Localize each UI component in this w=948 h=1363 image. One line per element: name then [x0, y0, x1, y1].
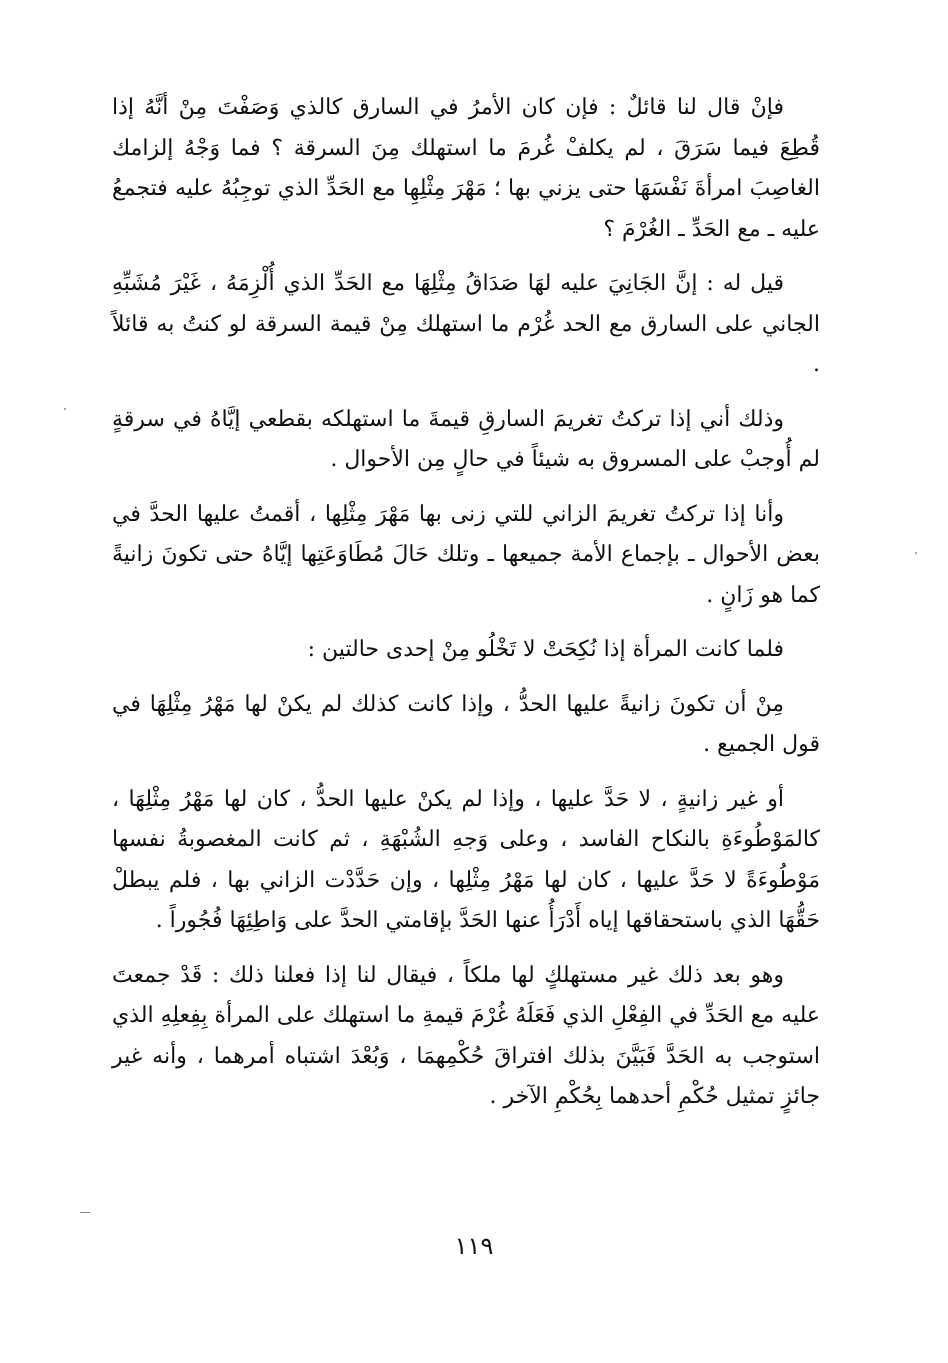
paragraph-1: فإنْ قال لنا قائلٌ : فإن كان الأمرُ في السارق كالذي وَصَفْتَ مِنْ أنَّهُ إذا قُطِعَ فيما سَرَقَ ، لم يكلفْ غُرمَ ما استهلك مِنَ السرقة ؟ فما وَجْهُ إلزامك الغاصِبَ امرأةَ نَفْسَهَا حتى يزني بها ؛ مَهْرَ مِثْلِهِا مع الحَدِّ الذي توجِبُهُ عليه فتجمعُ عليه ـ مع الحَدِّ ـ الغُرْمَ ؟	[112, 95, 820, 242]
paragraph-5: فلما كانت المرأة إذا نُكِحَتْ لا تَخْلُو مِنْ إحدى حالتين :	[307, 637, 784, 662]
paragraph-3: وذلك أني إذا تركتُ تغريمَ السارقِ قيمةَ ما استهلكه بقطعي إيَّاهُ في سرقةٍ لم أُوجبْ على المسروق به شيئاً في حالٍ مِن الأحوال .	[112, 406, 820, 472]
body-text	[112, 88, 820, 1132]
paragraph-7: أو غير زانيةٍ ، لا حَدَّ عليها ، وإذا لم يكنْ عليها الحدُّ ، كان لها مَهْرُ مِثْلِهَا ، كالمَوْطُوءَةِ بالنكاح الفاسد ، وعلى وَجهِ الشُبْهَةِ ، ثم كانت المغصوبةُ نفسها مَوْطُوءَةً لا حَدَّ عليها ، كان لها مَهْرُ مِثْلِها ، وإن حَدَّدْت الزاني بها ، فلم يبطلْ حَقُّهَا الذي باستحقاقها إياه أَدْرَأُ عنها الحَدَّ بإقامتي الحدَّ على وَاطِئِهَا فُجُوراً .	[112, 786, 820, 933]
paragraph-8: وهو بعد ذلك غير مستهلكٍ لها ملكاً ، فيقال لنا إذا فعلنا ذلك : قَدْ جمعتَ عليه مع الحَدِّ في الفِعْلِ الذي فَعَلَهُ غُرْمَ قيمةِ ما استهلك على المرأة بِفِعلِهِ الذي استوجب به الحَدَّ فَبَيَّنَ بذلك افتراقَ حُكْمِهمَا ، وَبُعْدَ اشتباه أمرهما ، وأنه غير جائزٍ تمثيل حُكْمِ أحدهما بِحُكْمِ الآخر .	[112, 962, 820, 1109]
scan-speck	[915, 552, 917, 554]
paragraph-4: وأنا إذا تركتُ تغريمَ الزاني للتي زنى بها مَهْرَ مِثْلِها ، أقمتُ عليها الحدَّ في بعض الأحوال ـ بإجماع الأمة جميعها ـ وتلك حَالَ مُطَاوَعَتِها إيَّاهُ حتى تكونَ زانيةً كما هو زَانٍ .	[112, 501, 820, 608]
paragraph-6: مِنْ أن تكونَ زانيةً عليها الحدُّ ، وإذا كانت كذلك لم يكنْ لها مَهْرُ مِثْلِهَا في قول الجميع .	[112, 691, 820, 757]
scan-speck	[80, 1212, 90, 1213]
page-number: ١١٩	[454, 1232, 494, 1260]
scan-speck	[64, 408, 66, 410]
paragraph-2: قيل له : إنَّ الجَانِيَ عليه لهَا صَدَاقُ مِثْلِهَا مع الحَدِّ الذي أُلْزِمَهُ ، غَيْرَ مُشَبِّهِ الجاني على السارق مع الحد غُرْم ما استهلك مِنْ قيمة السرقة لو كنتُ به قائلاً .	[112, 271, 820, 377]
